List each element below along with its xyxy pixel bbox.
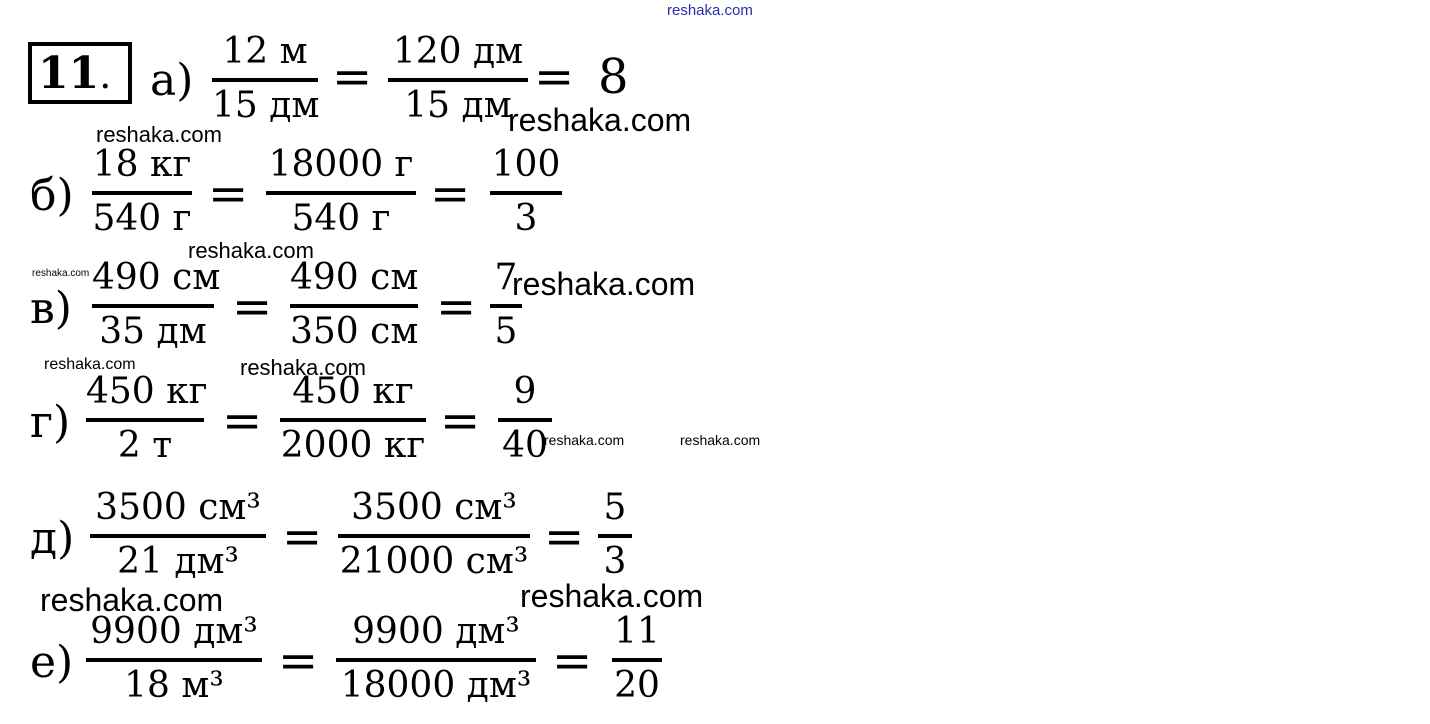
fraction-bar bbox=[490, 191, 562, 195]
fraction-bar bbox=[86, 658, 262, 662]
denominator: 540 г bbox=[291, 198, 391, 239]
watermark: reshaka.com bbox=[508, 102, 692, 138]
numerator: 9900 дм³ bbox=[90, 611, 258, 652]
numerator: 9 bbox=[513, 371, 537, 412]
fraction-bar bbox=[498, 418, 552, 422]
row-label: е) bbox=[30, 637, 74, 688]
numerator: 490 см bbox=[92, 257, 221, 298]
fraction-bar bbox=[280, 418, 426, 422]
denominator: 40 bbox=[502, 425, 548, 466]
fraction-bar bbox=[598, 534, 632, 538]
denominator: 2 т bbox=[117, 425, 173, 466]
equals-sign: = bbox=[332, 49, 373, 105]
watermark: reshaka.com bbox=[40, 582, 224, 618]
row-label: г) bbox=[30, 397, 71, 448]
denominator: 21 дм³ bbox=[117, 541, 239, 582]
numerator: 18 кг bbox=[92, 144, 192, 185]
problem-number: 11. bbox=[38, 48, 112, 99]
numerator: 3500 см³ bbox=[95, 487, 261, 528]
row-label: б) bbox=[30, 170, 74, 221]
watermark: reshaka.com bbox=[96, 122, 222, 147]
numerator: 12 м bbox=[222, 31, 308, 72]
numerator: 5 bbox=[603, 487, 627, 528]
numerator: 9900 дм³ bbox=[352, 611, 520, 652]
denominator: 3 bbox=[603, 541, 627, 582]
watermark: reshaka.com bbox=[240, 355, 366, 380]
numerator: 18000 г bbox=[268, 144, 414, 185]
fraction-bar bbox=[338, 534, 530, 538]
row-b bbox=[0, 145, 760, 245]
equals-sign: = bbox=[430, 166, 471, 222]
denominator: 20 bbox=[614, 665, 660, 706]
equals-sign: = bbox=[544, 509, 585, 565]
numerator: 7 bbox=[494, 257, 518, 298]
watermark: reshaka.com bbox=[44, 356, 136, 373]
fraction-bar bbox=[336, 658, 536, 662]
fraction-bar bbox=[266, 191, 416, 195]
equals-sign: = bbox=[222, 393, 263, 449]
row-label: а) bbox=[150, 55, 194, 106]
denominator: 5 bbox=[494, 311, 518, 352]
denominator: 18 м³ bbox=[124, 665, 224, 706]
numerator: 11 bbox=[614, 611, 660, 652]
watermark-top: reshaka.com bbox=[667, 2, 753, 19]
fraction-bar bbox=[92, 304, 214, 308]
watermark: reshaka.com bbox=[544, 432, 625, 448]
row-d bbox=[0, 488, 760, 588]
equals-sign: = bbox=[534, 49, 575, 105]
denominator: 2000 кг bbox=[280, 425, 426, 466]
fraction-bar bbox=[612, 658, 662, 662]
equals-sign: = bbox=[278, 633, 319, 689]
fraction-bar bbox=[290, 304, 418, 308]
watermark: reshaka.com bbox=[32, 268, 90, 279]
denominator: 35 дм bbox=[99, 311, 207, 352]
equals-sign: = bbox=[208, 166, 249, 222]
watermark: reshaka.com bbox=[680, 432, 761, 448]
numerator: 3500 см³ bbox=[351, 487, 517, 528]
denominator: 350 см bbox=[290, 311, 419, 352]
denominator: 15 дм bbox=[404, 85, 512, 126]
watermark: reshaka.com bbox=[512, 266, 696, 302]
fraction-bar bbox=[92, 191, 192, 195]
row-g bbox=[0, 372, 760, 472]
row-label: д) bbox=[30, 513, 75, 564]
fraction-bar bbox=[212, 78, 318, 82]
fraction-bar bbox=[86, 418, 204, 422]
watermark: reshaka.com bbox=[188, 238, 314, 263]
equals-sign: = bbox=[282, 509, 323, 565]
row-e bbox=[0, 612, 760, 712]
result-value: 8 bbox=[598, 49, 629, 105]
numerator: 450 кг bbox=[292, 371, 414, 412]
denominator: 540 г bbox=[92, 198, 192, 239]
fraction-bar bbox=[90, 534, 266, 538]
watermark: reshaka.com bbox=[520, 578, 704, 614]
equals-sign: = bbox=[232, 279, 273, 335]
numerator: 450 кг bbox=[86, 371, 208, 412]
fraction-bar bbox=[490, 304, 522, 308]
numerator: 100 bbox=[491, 144, 561, 185]
equals-sign: = bbox=[552, 633, 593, 689]
denominator: 3 bbox=[514, 198, 538, 239]
numerator: 120 дм bbox=[392, 31, 524, 72]
equals-sign: = bbox=[440, 393, 481, 449]
denominator: 18000 дм³ bbox=[340, 665, 532, 706]
denominator: 21000 см³ bbox=[339, 541, 529, 582]
fraction-bar bbox=[388, 78, 528, 82]
row-label: в) bbox=[30, 283, 72, 334]
numerator: 490 см bbox=[290, 257, 419, 298]
denominator: 15 дм bbox=[212, 85, 320, 126]
equals-sign: = bbox=[436, 279, 477, 335]
